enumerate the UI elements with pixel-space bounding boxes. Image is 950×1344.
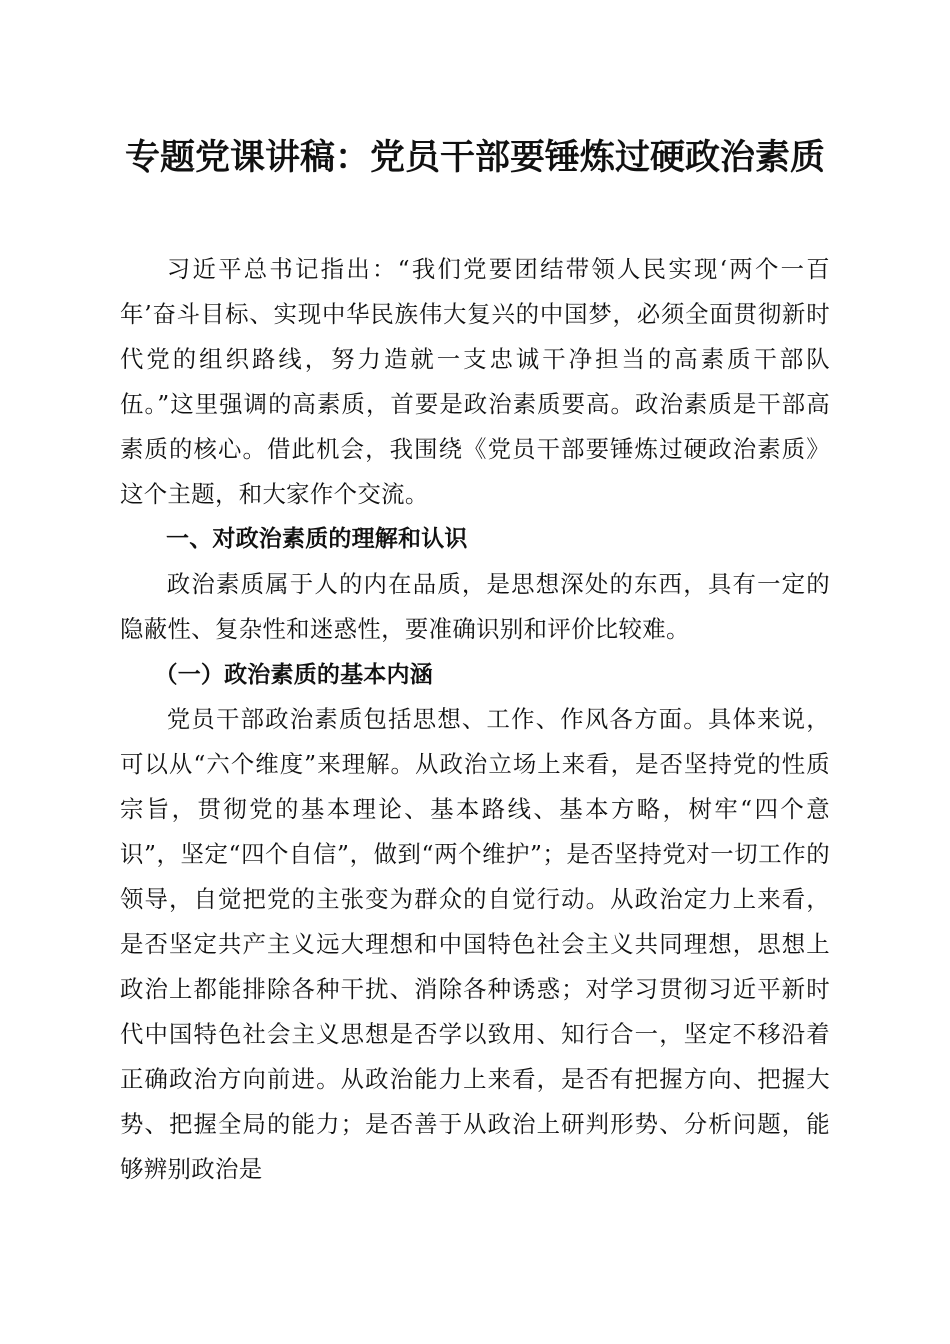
document-title: 专题党课讲稿：党员干部要锤炼过硬政治素质 (124, 137, 825, 178)
intro-paragraph: 习近平总书记指出：“我们党要团结带领人民实现‘两个一百年’奋斗目标、实现中华民族伟大复兴的中国梦，必须全面贯彻新时代党的组织路线，努力造就一支忠诚干净担当的高素质干部队伍。”这里强调的高素质，首要是政治素质要高。政治素质是干部高素质的核心。借此机会，我围绕《党员干部要锤炼过硬政治素质》这个主题，和大家作个交流。 (120, 255, 830, 508)
subsection-1-paragraph: 党员干部政治素质包括思想、工作、作风各方面。具体来说，可以从“六个维度”来理解。从政治立场上来看，是否坚持党的性质宗旨，贯彻党的基本理论、基本路线、基本方略，树牢“四个意识”，坚定“四个自信”，做到“两个维护”；是否坚持党对一切工作的领导，自觉把党的主张变为群众的自觉行动。从政治定力上来看，是否坚定共产主义远大理想和中国特色社会主义共同理想，思想上政治上都能排除各种干扰、消除各种诱惑；对学习贯彻习近平新时代中国特色社会主义思想是否学以致用、知行合一，坚定不移沿着正确政治方向前进。从政治能力上来看，是否有把握方向、把握大势、把握全局的能力；是否善于从政治上研判形势、分析问题，能够辨别政治是 (120, 705, 830, 1183)
section-heading-1: 一、对政治素质的理解和认识 (166, 526, 468, 552)
subsection-heading-1: （一）政治素质的基本内涵 (154, 661, 433, 688)
document-page (120, 128, 830, 1192)
section-1-paragraph: 政治素质属于人的内在品质，是思想深处的东西，具有一定的隐蔽性、复杂性和迷惑性，要准确识别和评价比较难。 (120, 570, 830, 643)
